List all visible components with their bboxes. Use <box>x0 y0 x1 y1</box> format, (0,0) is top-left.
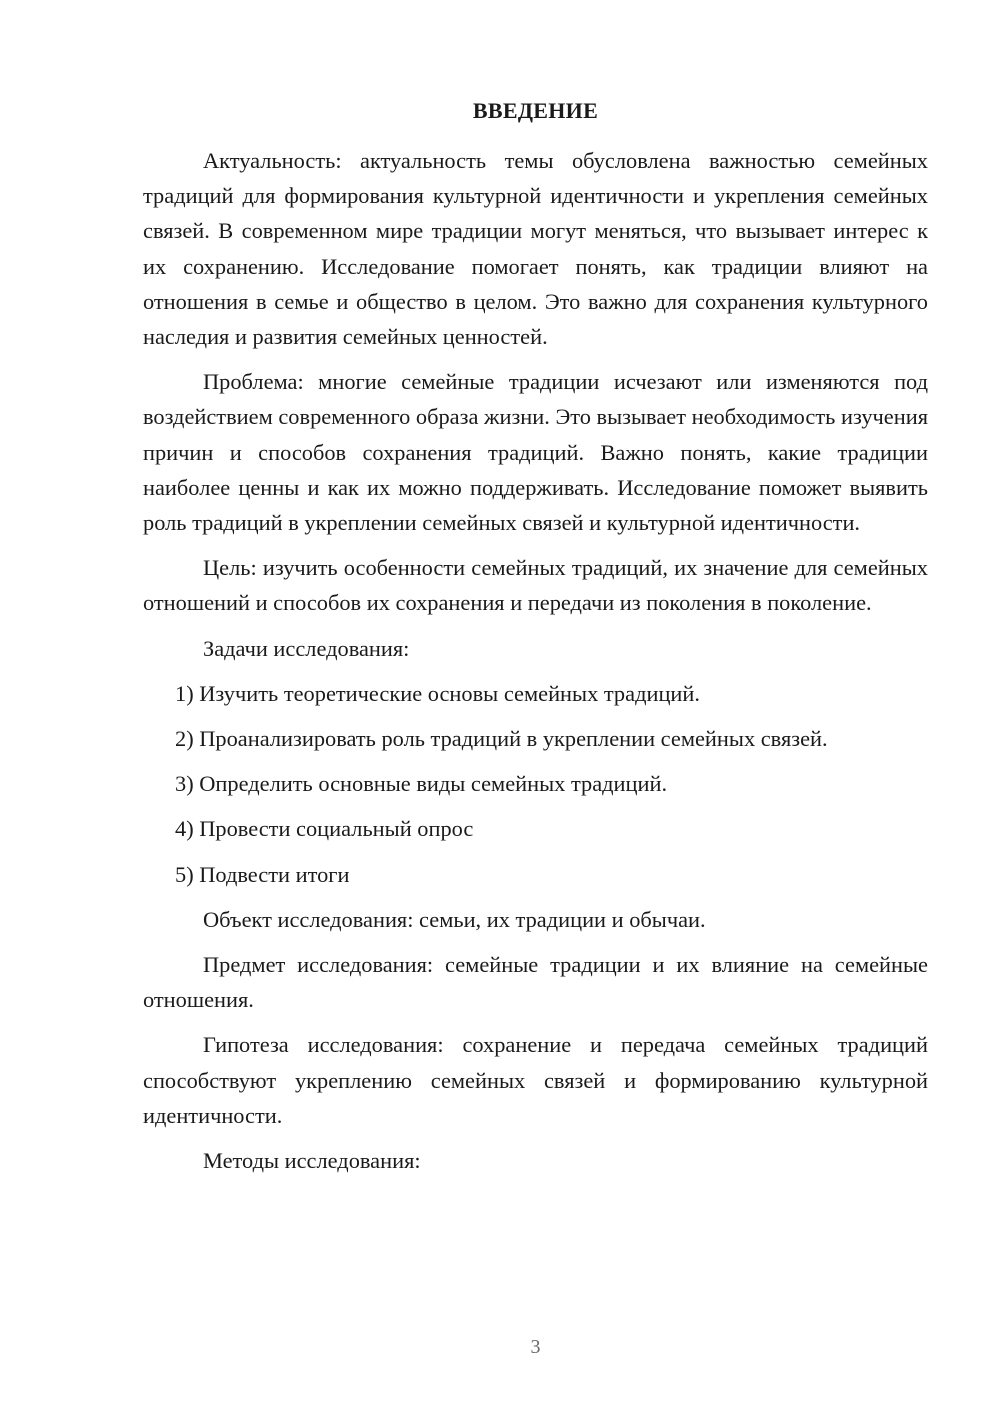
paragraph-tasks-heading: Задачи исследования: <box>203 635 410 661</box>
paragraph-methods: Методы исследования: <box>203 1148 421 1174</box>
page-title: ВВЕДЕНИЕ <box>472 98 599 123</box>
paragraph-hypothesis: Гипотеза исследования: сохранение и передача семейных традиций способствуют укреплению семейных связей и формированию культурной идентичности. <box>143 1032 928 1128</box>
document-page <box>143 0 928 1414</box>
paragraph-relevance: Актуальность: актуальность темы обусловлена важностью семейных традиций для формирования культурной идентичности и укрепления семейных связей. В современном мире традиции могут меняться, что вызывает интерес к их сохранению. Исследование помогает понять, как традиции влияют на отношения в семье и общество в целом. Это важно для сохранения культурного наследия и развития семейных ценностей. <box>143 148 928 350</box>
list-item: 2) Проанализировать роль традиций в укреплении семейных связей. <box>175 726 828 752</box>
paragraph-problem: Проблема: многие семейные традиции исчезают или изменяются под воздействием современного образа жизни. Это вызывает необходимость изучения причин и способов сохранения традиций. Важно понять, какие традиции наиболее ценны и как их можно поддерживать. Исследование поможет выявить роль традиций в укреплении семейных связей и культурной идентичности. <box>143 369 928 536</box>
list-item: 4) Провести социальный опрос <box>175 816 474 842</box>
paragraph-subject: Предмет исследования: семейные традиции и их влияние на семейные отношения. <box>143 952 928 1013</box>
list-item: 5) Подвести итоги <box>175 861 350 887</box>
paragraph-goal: Цель: изучить особенности семейных традиций, их значение для семейных отношений и способов их сохранения и передачи из поколения в поколение. <box>143 555 928 616</box>
page-number: 3 <box>530 1336 541 1358</box>
document-body <box>143 143 928 1188</box>
list-item: 3) Определить основные виды семейных традиций. <box>175 771 668 797</box>
paragraph-object: Объект исследования: семьи, их традиции и обычаи. <box>203 906 706 932</box>
list-item: 1) Изучить теоретические основы семейных традиций. <box>175 680 700 706</box>
